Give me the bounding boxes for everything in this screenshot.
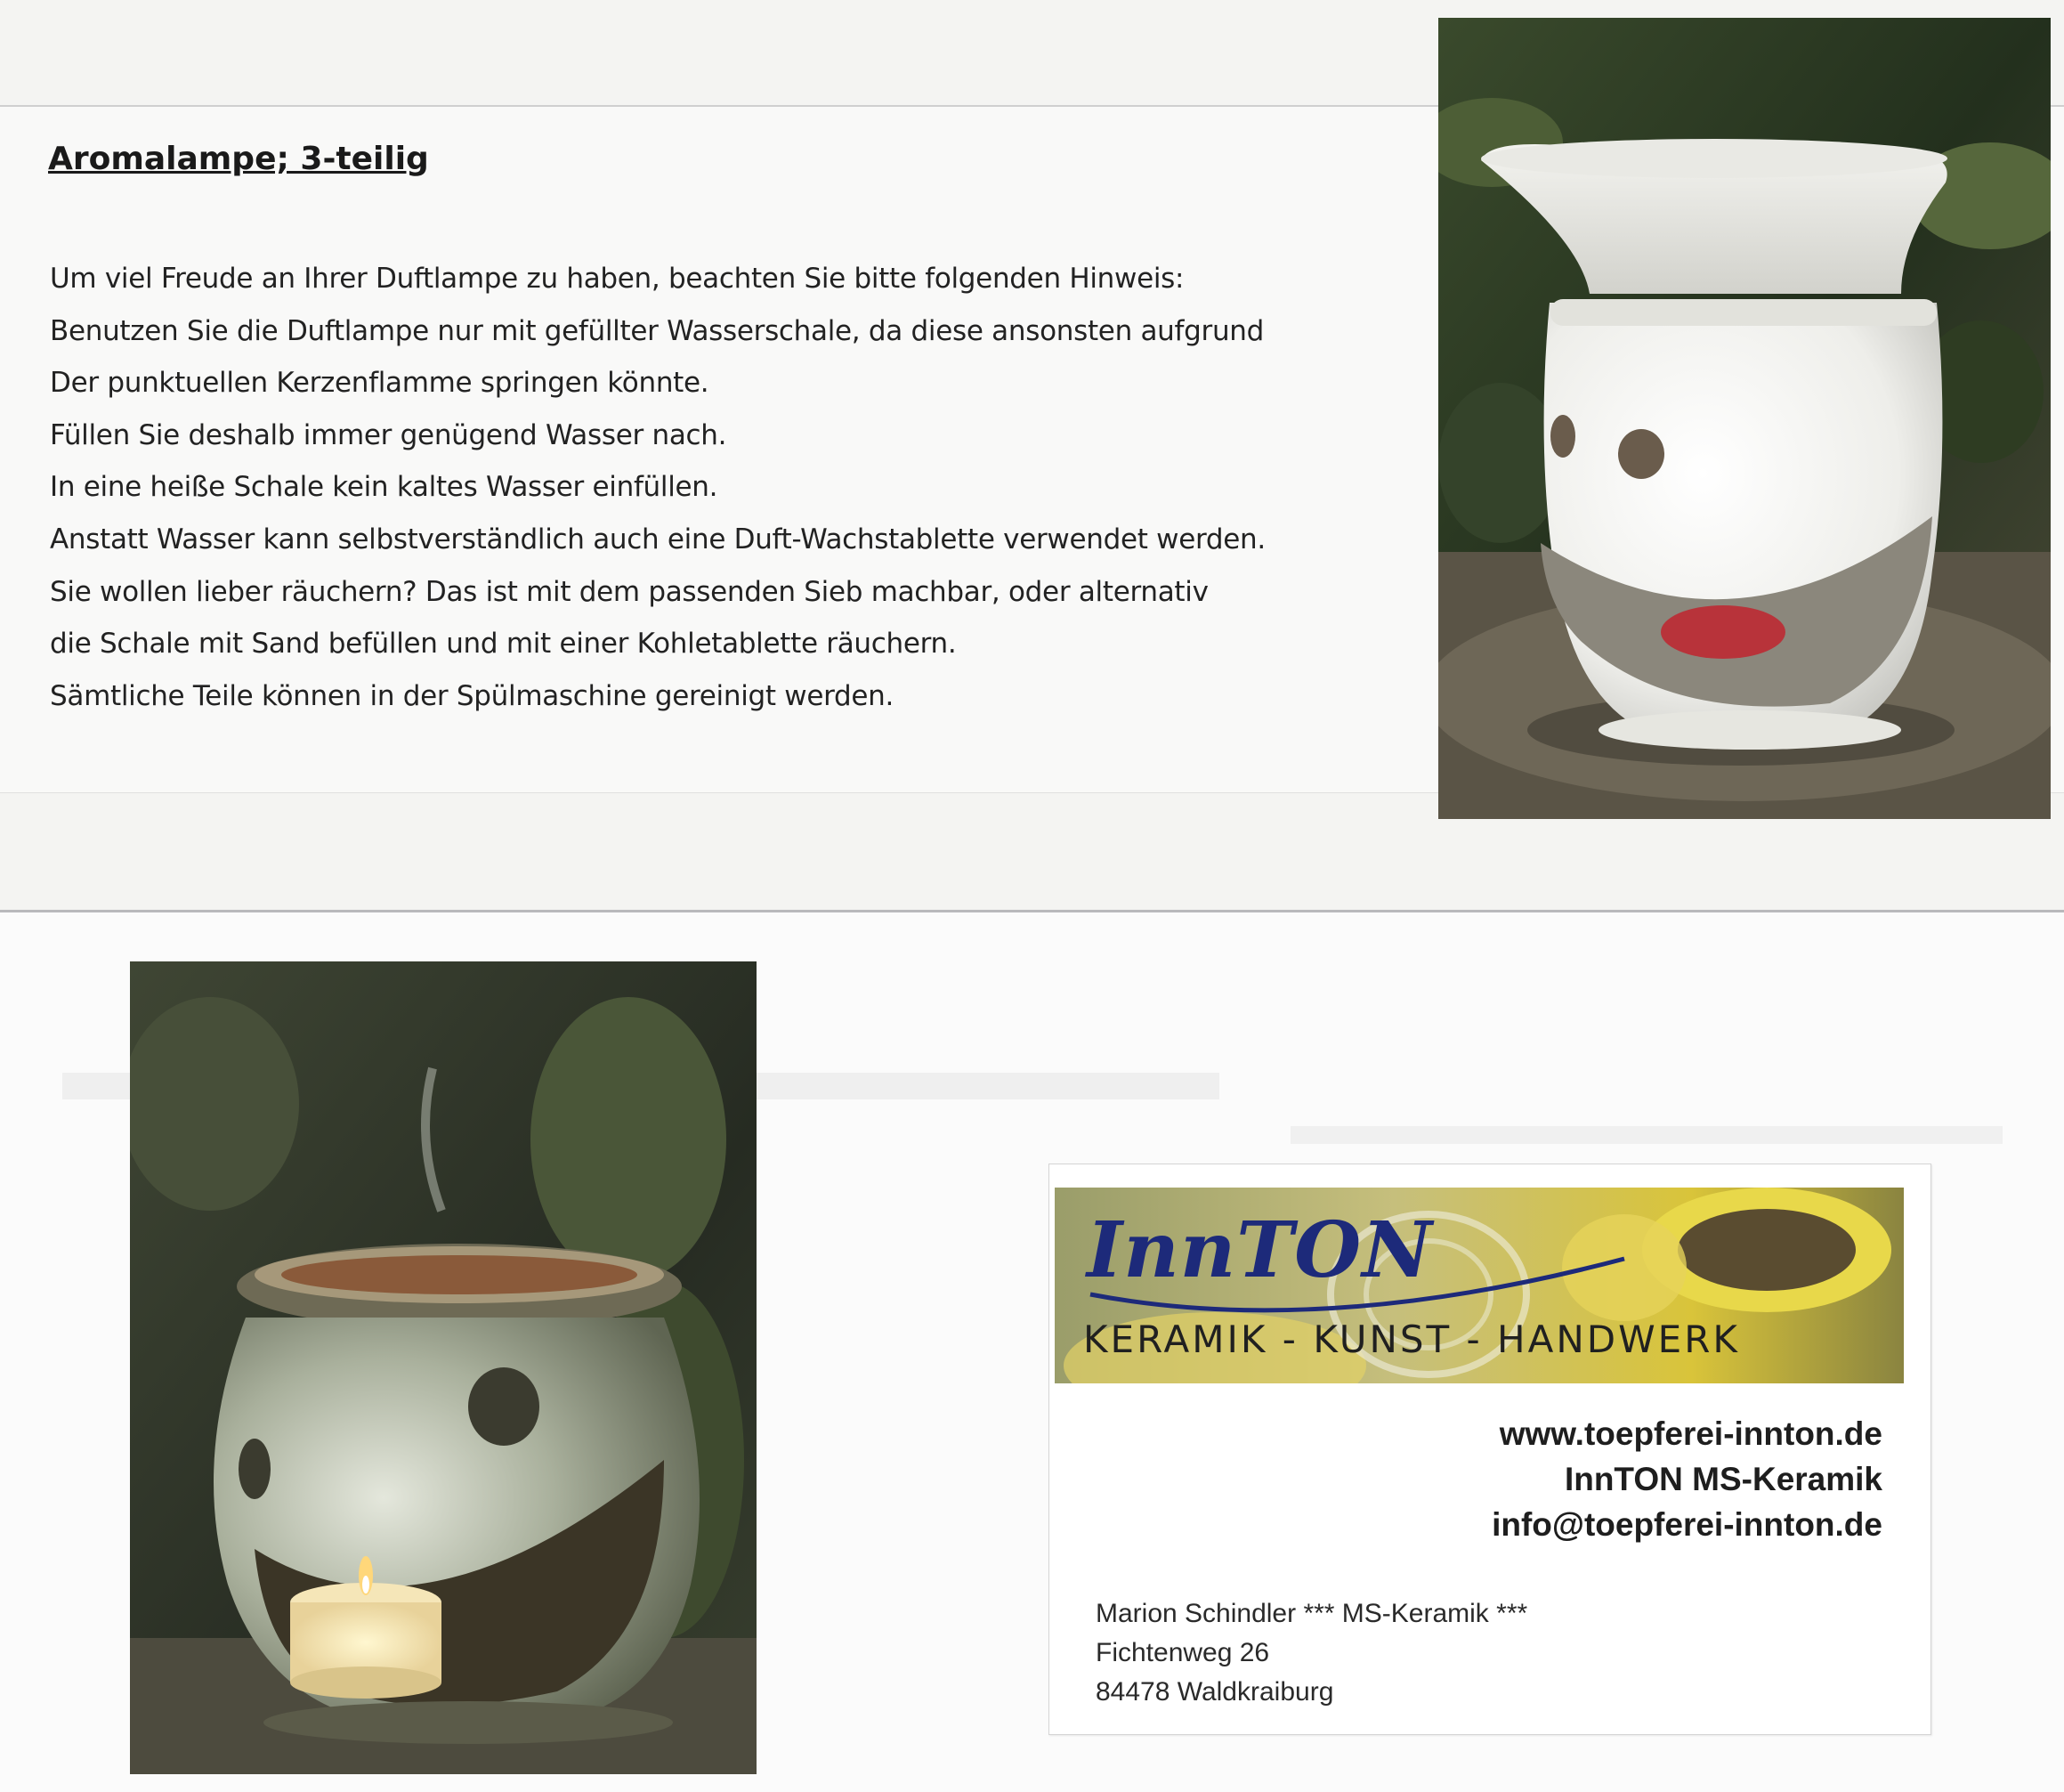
instruction-line: Anstatt Wasser kann selbstverständlich auch eine Duft-Wachstablette verwendet werden. [50,523,1266,555]
website-link[interactable]: www.toepferei-innton.de [1499,1415,1882,1452]
city-address: 84478 Waldkraiburg [1096,1677,1334,1707]
logo-tagline: KERAMIK - KUNST - HANDWERK [1083,1318,1740,1361]
leaflet-title: Aromalampe; 3-teilig [48,141,429,177]
instruction-list [50,253,1266,722]
company-name: InnTON MS-Keramik [1564,1461,1882,1497]
show-through-text [1291,1126,2003,1144]
email-link[interactable]: info@toepferei-innton.de [1492,1506,1882,1543]
instruction-line: Sie wollen lieber räuchern? Das ist mit dem passenden Sieb machbar, oder alternativ [50,575,1209,608]
glazed-aroma-lamp-photo [130,961,757,1774]
instruction-line: Benutzen Sie die Duftlampe nur mit gefüllter Wasserschale, da diese ansonsten aufgrund [50,314,1265,347]
logo-wordmark: InnTON [1087,1205,1433,1295]
instruction-line: In eine heiße Schale kein kaltes Wasser einfüllen. [50,471,718,504]
instruction-line: die Schale mit Sand befüllen und mit einer Kohletablette räuchern. [50,628,957,661]
instruction-line: Füllen Sie deshalb immer genügend Wasser nach. [50,418,727,451]
business-card [1048,1164,1931,1735]
white-aroma-lamp-photo [1438,18,2051,819]
instruction-line: Sämtliche Teile können in der Spülmaschine gereinigt werden. [50,679,894,712]
instruction-line: Der punktuellen Kerzenflamme springen könnte. [50,367,709,400]
instruction-line: Um viel Freude an Ihrer Duftlampe zu haben, beachten Sie bitte folgenden Hinweis: [50,263,1185,295]
logo-banner [1055,1188,1904,1383]
owner-name: Marion Schindler *** MS-Keramik *** [1096,1599,1528,1628]
street-address: Fichtenweg 26 [1096,1638,1270,1667]
